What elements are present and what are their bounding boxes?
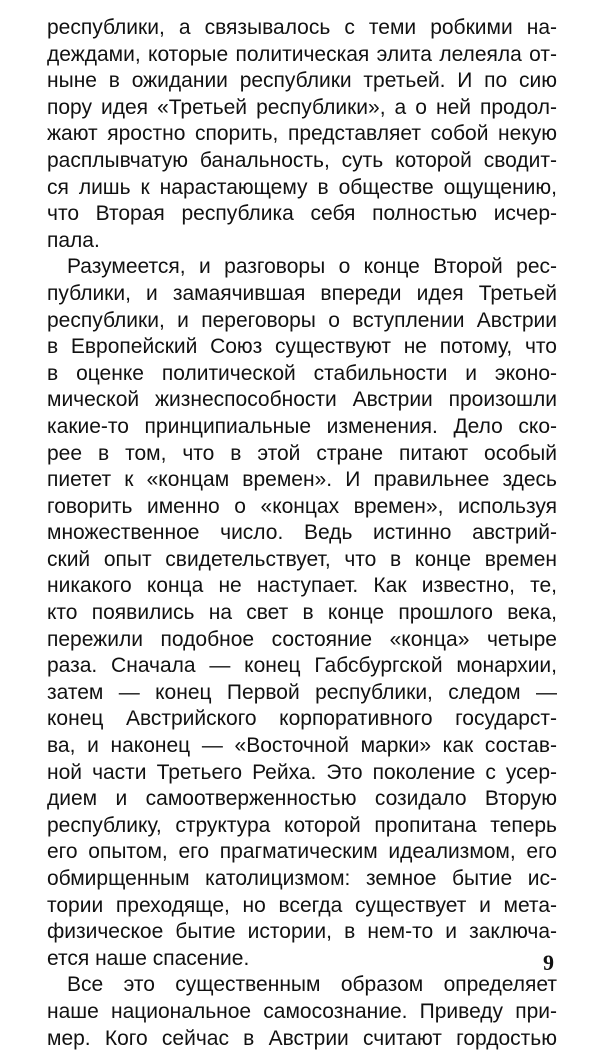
text-line: деждами, которые политическая элита лелеяла от- xyxy=(47,42,557,66)
text-line: никакого конца не наступает. Как известно, те, xyxy=(47,574,557,598)
text-line: дием и самоотверженностью созидало Вторую xyxy=(47,787,557,811)
text-line: кто появились на свет в конце прошлого века, xyxy=(47,601,557,625)
text-line: пору идея «Третьей республики», а о ней продол- xyxy=(47,95,557,119)
page-body xyxy=(47,15,557,1052)
text-line: обмирщенным католицизмом: земное бытие ис- xyxy=(47,867,557,890)
text-line: республику, структура которой пропитана теперь xyxy=(47,813,557,837)
text-line: тории преходяще, но всегда существует и мета- xyxy=(47,893,557,917)
paragraph-2 xyxy=(47,254,557,972)
text-line: республики, а связывалось с теми робкими на- xyxy=(47,16,557,39)
text-line: пиетет к «концам времен». И правильнее здесь xyxy=(47,468,557,492)
text-line: Все это существенным образом определяет xyxy=(67,973,557,997)
paragraph-1 xyxy=(47,15,557,254)
text-line: расплывчатую банальность, суть которой сводит- xyxy=(47,148,557,172)
text-line: ной части Третьего Рейха. Это поколение с усер- xyxy=(47,760,557,784)
text-line: какие-то принципиальные изменения. Дело ско- xyxy=(47,414,557,438)
text-line: ский опыт свидетельствует, что в конце времен xyxy=(47,547,557,571)
text-line: ся лишь к нарастающему в обществе ощущению, xyxy=(47,175,557,199)
text-line: в Европейский Союз существуют не потому, что xyxy=(47,335,557,359)
text-line: ется наше спасение. xyxy=(47,946,250,970)
text-line: Разумеется, и разговоры о конце Второй рес- xyxy=(67,255,557,279)
text-line: жают яростно спорить, представляет собой некую xyxy=(47,122,557,146)
text-line: республики, и переговоры о вступлении Австрии xyxy=(47,308,557,332)
text-line: ныне в ожидании республики третьей. И по сию xyxy=(47,69,557,93)
text-line: затем — конец Первой республики, следом — xyxy=(47,680,557,704)
text-line: говорить именно о «концах времен», используя xyxy=(47,494,557,518)
text-line: физическое бытие истории, в нем-то и заключа- xyxy=(47,920,557,944)
text-line: ва, и наконец — «Восточной марки» как состав- xyxy=(47,734,557,758)
paragraph-3 xyxy=(47,972,557,1052)
text-line: наше национальное самосознание. Приведу при- xyxy=(47,999,557,1023)
text-line: мер. Кого сейчас в Австрии считают гордостью xyxy=(47,1026,557,1050)
text-line: публики, и замаячившая впереди идея Третьей xyxy=(47,281,557,305)
text-line: раза. Сначала — конец Габсбургской монархии, xyxy=(47,654,557,678)
text-line: его опытом, его прагматическим идеализмом, его xyxy=(47,840,557,864)
text-line: мической жизнеспособности Австрии произошли xyxy=(47,388,557,412)
text-line: пала. xyxy=(47,228,100,252)
page-number: 9 xyxy=(543,950,554,975)
text-line: в оценке политической стабильности и эконо- xyxy=(47,361,557,385)
text-line: множественное число. Ведь истинно австрий- xyxy=(47,521,557,545)
text-line: рее в том, что в этой стране питают особый xyxy=(47,441,557,465)
text-line: пережили подобное состояние «конца» четыре xyxy=(47,627,557,651)
text-line: конец Австрийского корпоративного государст- xyxy=(47,707,557,731)
text-line: что Вторая республика себя полностью исчер- xyxy=(47,202,557,226)
